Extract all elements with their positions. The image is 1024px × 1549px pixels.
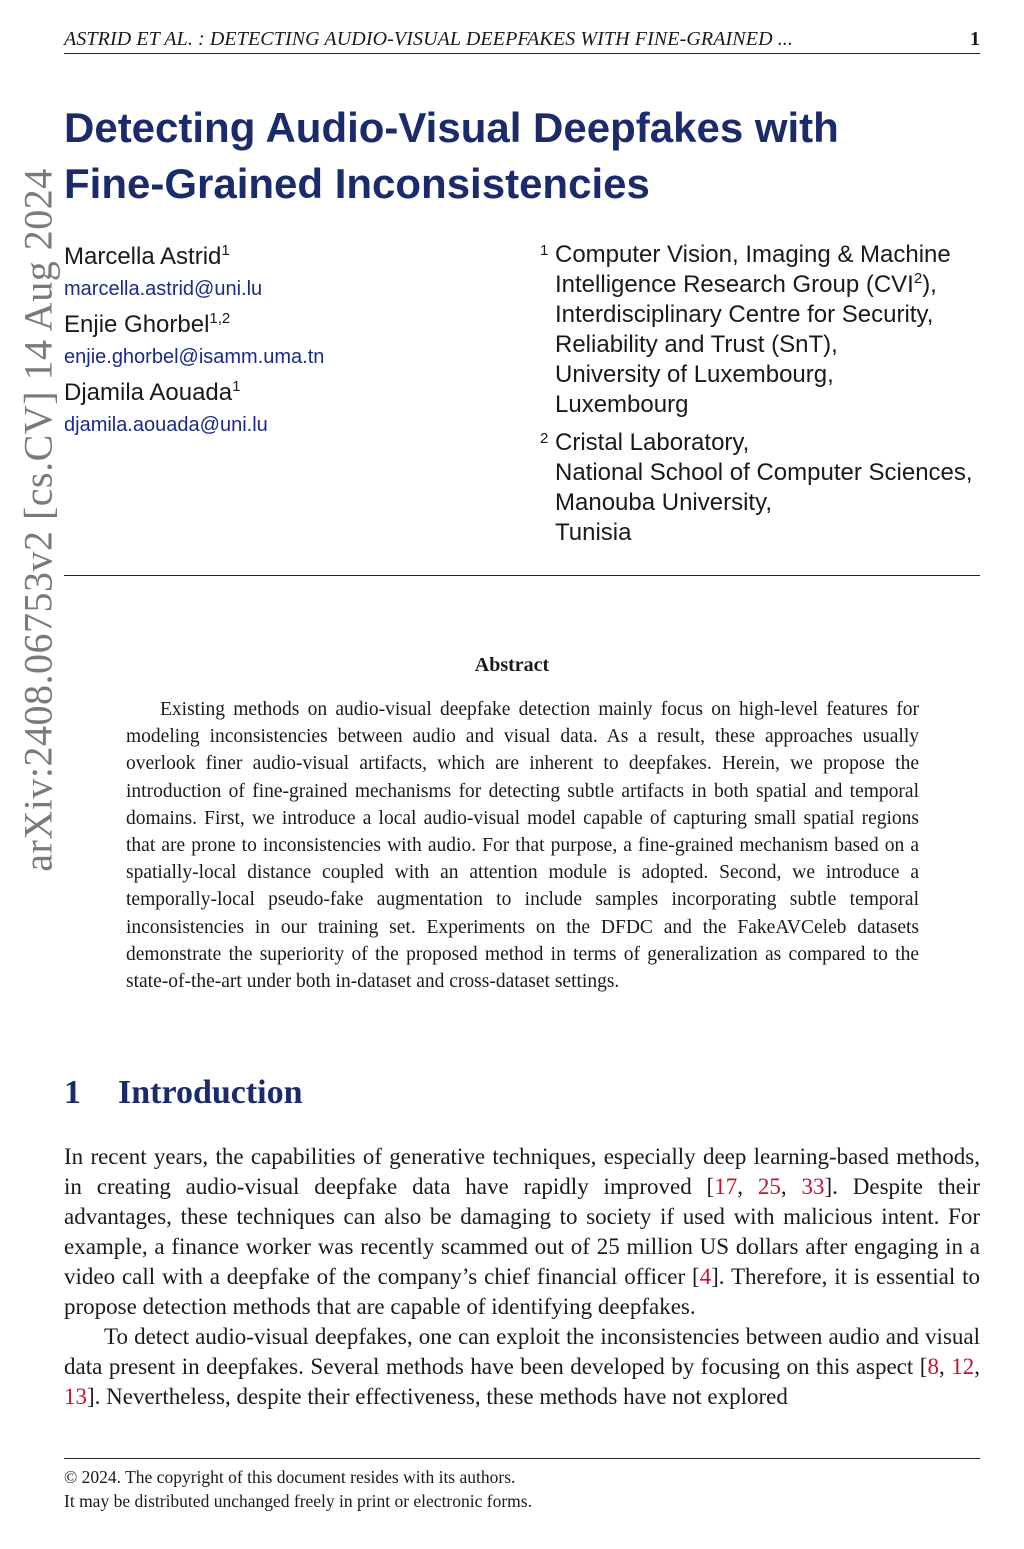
abstract-text: Existing methods on audio-visual deepfake detection mainly focus on high-level features for modeling inconsistencies between audio and visual data. As a result, these approaches usually overlook finer audio-visual artifacts, which are inherent to deepfakes. Herein, we propose the introduction of fine-grained mechanisms for detecting subtle artifacts in both spatial and temporal domains. First, we introduce a local audio-visual model capable of capturing small spatial regions that are prone to inconsistencies with audio. For that purpose, a fine-grained mechanism based on a spatially-local distance coupled with an attention module is adopted. Second, we introduce a temporally-local pseudo-fake augmentation to include samples incorporating subtle temporal inconsistencies in our training set. Experiments on the DFDC and the FakeAVCeleb datasets demonstrate the superiority of the proposed method in terms of generalization as compared to the state-of-the-art under both in-dataset and cross-dataset settings. <box>126 699 919 993</box>
section-title: Introduction <box>118 1074 303 1111</box>
author-name: Djamila Aouada$^1$ <box>64 378 241 406</box>
citation-link[interactable]: 12 <box>951 1354 975 1379</box>
running-header <box>64 26 980 54</box>
author-email-link[interactable]: enjie.ghorbel@isamm.uma.tn <box>64 346 325 368</box>
paragraph: To detect audio-visual deepfakes, one can exploit the inconsistencies between audio and visual data present in deepfakes. Several methods have been developed by focusing on this aspect [8, 12, 13]. Nevertheless, despite their effectiveness, these methods have not explored <box>64 1324 980 1409</box>
body-text <box>64 1142 980 1412</box>
footnote-line: © 2024. The copyright of this document resides with its authors. <box>64 1467 516 1487</box>
affiliation-2: 2 Cristal Laboratory, National School of Computer Sciences, Manouba University, Tunisia <box>540 428 1000 548</box>
running-title: ASTRID ET AL. : DETECTING AUDIO-VISUAL DEEPFAKES WITH FINE-GRAINED ... <box>64 28 794 50</box>
author-email-link[interactable]: marcella.astrid@uni.lu <box>64 278 263 300</box>
citation-link[interactable]: 25 <box>757 1174 781 1199</box>
divider <box>64 575 980 576</box>
section-heading <box>64 1074 303 1112</box>
affiliation-marker: 2 <box>540 430 549 447</box>
page-number: 1 <box>970 28 980 50</box>
affiliation-1: 1 Computer Vision, Imaging & Machine Intelligence Research Group (CVI$^2$), Interdisciplinary Centre for Security, Reliability and Trust (SnT), University of Luxembourg, Luxembourg <box>540 240 1000 420</box>
citation-link[interactable]: 33 <box>801 1174 825 1199</box>
affiliation-marker: 1 <box>540 242 549 259</box>
paragraph: In recent years, the capabilities of generative techniques, especially deep learning-based methods, in creating audio-visual deepfake data have rapidly improved [17, 25, 33]. Despite their advantages, these techniques can also be damaging to society if used with malicious intent. For example, a finance worker was recently scammed out of 25 million US dollars after engaging in a video call with a deepfake of the company’s chief financial officer [4]. Therefore, it is essential to propose detection methods that are capable of identifying deepfakes. <box>64 1144 981 1319</box>
citation-link[interactable]: 4 <box>699 1264 712 1289</box>
footnote-divider <box>64 1458 980 1459</box>
author-name: Enjie Ghorbel$^{1,2}$ <box>64 310 231 338</box>
author-list <box>64 240 494 444</box>
citation-link[interactable]: 17 <box>714 1174 738 1199</box>
author-email-link[interactable]: djamila.aouada@uni.lu <box>64 414 268 436</box>
arxiv-stamp: arXiv:2408.06753v2 [cs.CV] 14 Aug 2024 <box>15 168 61 872</box>
citation-link[interactable]: 13 <box>64 1384 87 1409</box>
footnote-line: It may be distributed unchanged freely in print or electronic forms. <box>64 1491 532 1511</box>
paper-title <box>64 100 964 212</box>
affiliation-list <box>540 240 1000 556</box>
citation-link[interactable]: 8 <box>927 1354 939 1379</box>
copyright-footnote <box>64 1465 532 1513</box>
title-line-1: Detecting Audio-Visual Deepfakes with <box>64 104 839 151</box>
abstract-heading: Abstract <box>474 654 550 676</box>
author-name: Marcella Astrid$^1$ <box>64 242 230 270</box>
section-number: 1 <box>64 1074 81 1111</box>
title-line-2: Fine-Grained Inconsistencies <box>64 160 650 207</box>
